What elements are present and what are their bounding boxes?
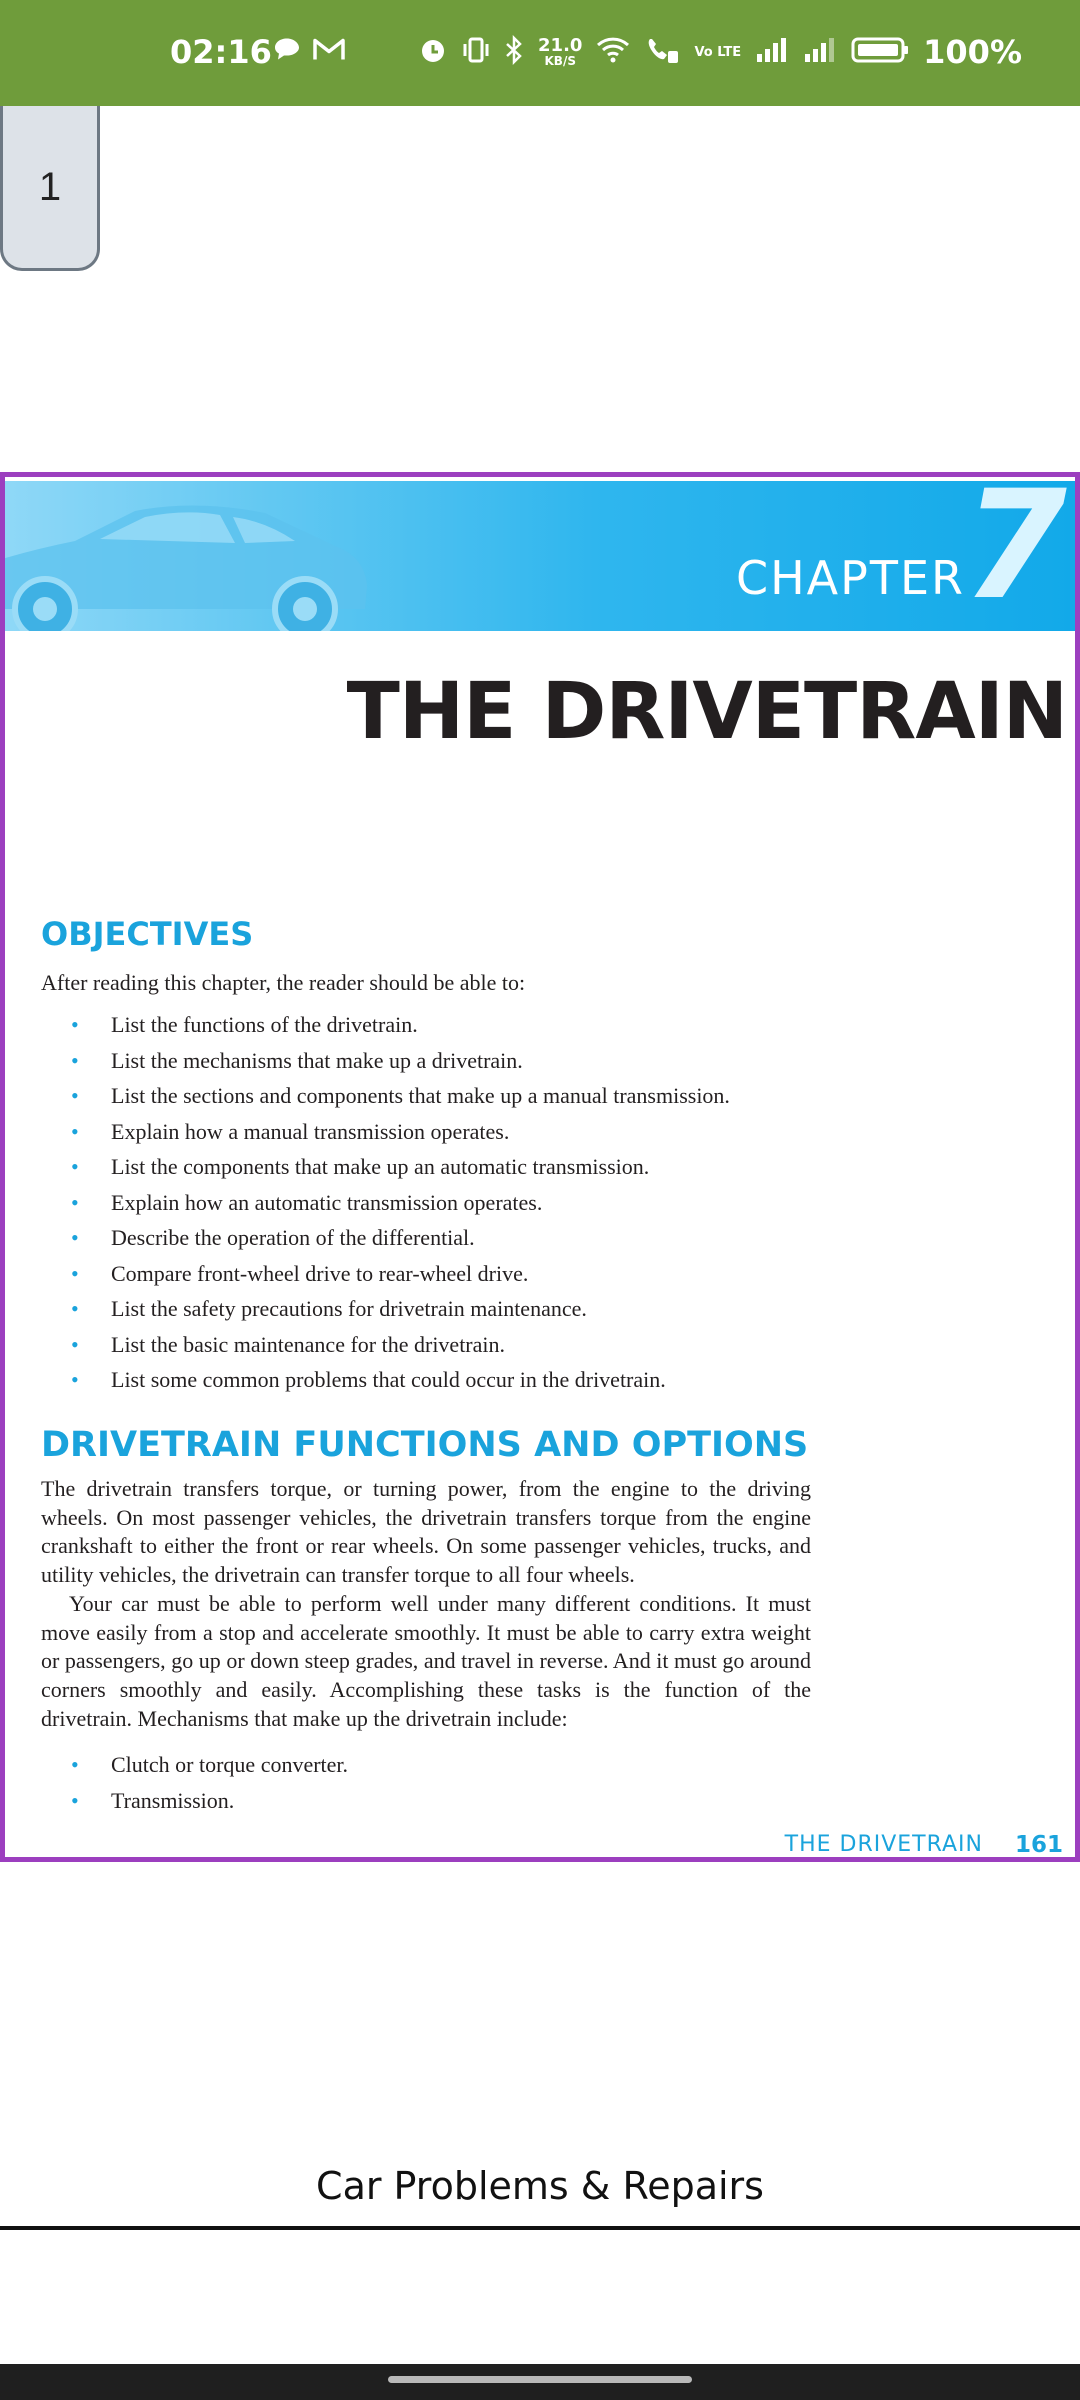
list-item: • Explain how an automatic transmission operates.: [71, 1189, 543, 1215]
car-illustration: [5, 491, 375, 631]
body-paragraph: Your car must be able to perform well under many different conditions. It must move easily from a stop and accelerate smoothly. It must be able to carry extra weight or passengers, go up or down steep grades, and travel in reverse. And it must go around corners smoothly and easily. Accomplishing these tasks is the function of the drivetrain. Mechanisms that make up the drivetrain include:: [41, 1591, 811, 1731]
battery-percentage: 100%: [923, 33, 1022, 71]
objectives-heading: OBJECTIVES: [41, 915, 254, 953]
chapter-number: 7: [962, 481, 1067, 631]
battery-icon: [851, 35, 909, 70]
list-item: • Describe the operation of the differential.: [71, 1225, 475, 1250]
gmail-icon: [312, 37, 346, 68]
vibrate-icon: [462, 35, 490, 70]
list-item: • List the functions of the drivetrain.: [71, 1012, 418, 1037]
chapter-banner: [5, 481, 1075, 631]
bluetooth-icon: [504, 35, 524, 70]
list-item: • Explain how a manual transmission operates.: [71, 1118, 510, 1144]
chapter-label: CHAPTER: [735, 551, 965, 605]
objectives-list: [41, 1007, 730, 1398]
wifi-icon: [596, 36, 630, 69]
home-gesture-handle[interactable]: [388, 2376, 692, 2383]
list-item: • List the sections and components that make up a manual transmission.: [71, 1083, 730, 1108]
list-item: • List the basic maintenance for the drivetrain.: [71, 1331, 506, 1357]
list-item: • List the safety precautions for drivetrain maintenance.: [71, 1296, 587, 1321]
list-item: • Transmission.: [71, 1787, 235, 1813]
body-paragraph: The drivetrain transfers torque, or turning power, from the engine to the driving wheels. On most passenger vehicles, the drivetrain transfers torque from the engine crankshaft to either the front or rear wheels. On some passenger vehicles, trucks, and utility vehicles, the drivetrain can transfer torque to all four wheels.: [41, 1476, 811, 1588]
page-footer-chapter: THE DRIVETRAIN: [784, 1832, 983, 1857]
status-time: 02:16: [170, 33, 272, 71]
page-number-indicator[interactable]: 1: [0, 106, 100, 271]
pdf-page[interactable]: [0, 472, 1080, 1862]
signal-icon: [803, 36, 837, 69]
volte-indicator: Vo LTE: [694, 44, 742, 60]
signal-icon: [755, 36, 789, 69]
list-item: • Clutch or torque converter.: [71, 1752, 349, 1777]
list-item: • Compare front-wheel drive to rear-wheel drive.: [71, 1260, 529, 1286]
wifi-calling-icon: [644, 35, 680, 70]
status-bar: [0, 0, 1080, 106]
page-footer-number: 161: [1014, 1832, 1063, 1858]
section-heading: DRIVETRAIN FUNCTIONS AND OPTIONS: [41, 1425, 809, 1465]
chapter-title: THE DRIVETRAIN: [346, 667, 1067, 757]
document-title: Car Problems & Repairs: [316, 2164, 764, 2208]
navigation-bar: [0, 2364, 1080, 2400]
drivetrain-mechanisms-list: [41, 1747, 348, 1818]
divider: [0, 2226, 1080, 2230]
alarm-icon: [418, 35, 448, 70]
chat-bubble-icon: [272, 36, 302, 69]
list-item: • List the components that make up an automatic transmission.: [71, 1154, 650, 1179]
status-icons: [418, 33, 1022, 71]
objectives-intro: After reading this chapter, the reader should be able to:: [41, 970, 526, 995]
list-item: • List the mechanisms that make up a drivetrain.: [71, 1047, 523, 1073]
list-item: • List some common problems that could occur in the drivetrain.: [71, 1367, 666, 1392]
network-speed: 21.0 KB/S: [538, 35, 583, 68]
